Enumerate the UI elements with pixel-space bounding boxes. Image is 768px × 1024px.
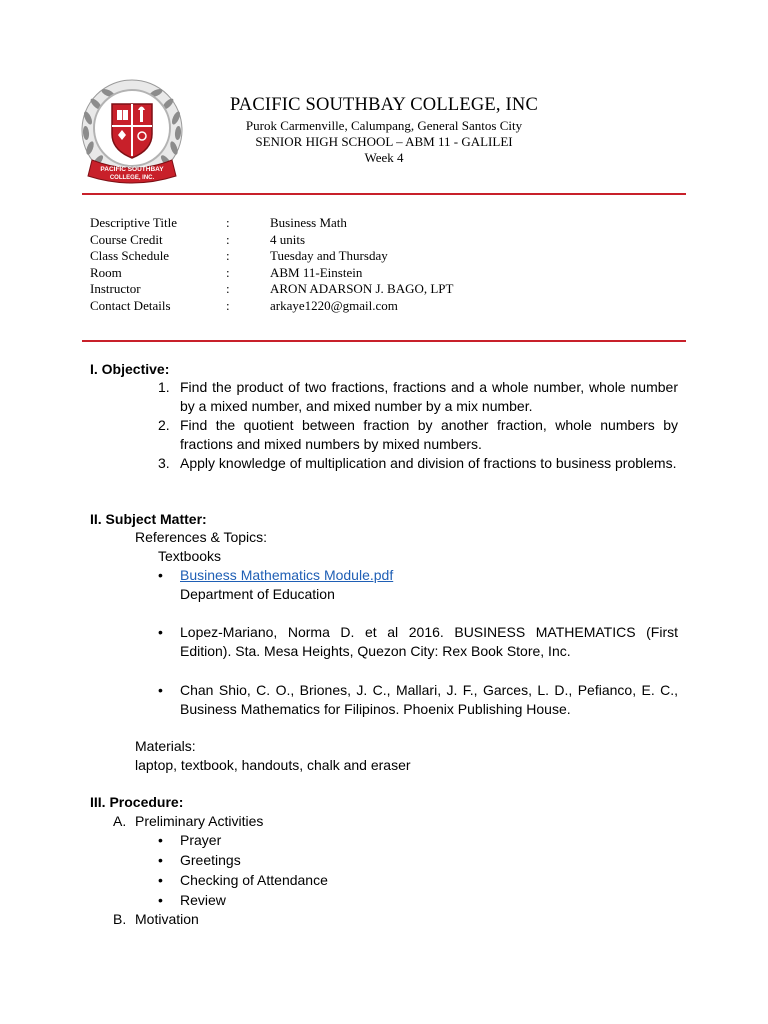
activity-item (158, 851, 678, 870)
step-letter: A. (113, 813, 127, 829)
info-label: Course Credit (90, 231, 163, 247)
activity-item (158, 891, 678, 910)
info-colon: : (226, 281, 230, 296)
week-label: Week 4 (364, 150, 404, 165)
textbooks-label: Textbooks (158, 548, 222, 564)
item-number: 2. (158, 417, 170, 433)
info-row-contact (90, 298, 650, 315)
procedure-step-b (113, 910, 199, 929)
info-colon: : (226, 215, 230, 230)
reference-entry (158, 681, 678, 719)
info-value: ABM 11-Einstein (270, 264, 363, 280)
info-colon: : (226, 297, 230, 313)
activity-item (158, 831, 678, 850)
info-row-schedule (90, 248, 650, 265)
step-letter: B. (113, 911, 127, 927)
info-colon: : (226, 231, 230, 247)
info-value: 4 units (270, 231, 306, 247)
activity-label: Checking of Attendance (180, 872, 328, 888)
item-number: 1. (158, 379, 170, 395)
reference-item (158, 681, 678, 719)
item-text: Find the quotient between fraction by another fraction, whole numbers by fractions and mixed numbers by mixed numbers. (180, 417, 678, 452)
info-colon: : (226, 264, 230, 280)
contact-email: arkaye1220@gmail.com (270, 297, 398, 313)
procedure-step-a (113, 812, 263, 831)
item-text: Find the product of two fractions, fractions and a whole number, whole number by a mixed number, and mixed number by a mix number. (180, 379, 678, 414)
course-info-table (90, 215, 650, 314)
reference-item (158, 566, 678, 604)
logo-text-line1: PACIFIC SOUTHBAY (100, 166, 164, 173)
module-pdf-link[interactable]: Business Mathematics Module.pdf (180, 567, 394, 583)
reference-item (158, 623, 678, 661)
info-label: Contact Details (90, 297, 171, 313)
college-address: Purok Carmenville, Calumpang, General Santos City (245, 118, 523, 133)
bullet-icon: • (158, 567, 163, 583)
reference-text: Lopez-Mariano, Norma D. et al 2016. BUSINESS MATHEMATICS (First Edition). Sta. Mesa Heights, Quezon City: Rex Book Store, Inc. (180, 624, 678, 659)
references-label: References & Topics: (135, 529, 268, 545)
info-label: Class Schedule (90, 248, 170, 263)
reference-text: Chan Shio, C. O., Briones, J. C., Mallari, J. F., Garces, L. D., Pefianco, E. C., Business Mathematics for Filipinos. Phoenix Publishing House. (180, 682, 678, 717)
bullet-icon: • (158, 832, 163, 848)
item-number: 3. (158, 455, 170, 471)
materials-label: Materials: (135, 738, 196, 754)
objective-item (90, 416, 678, 454)
college-seal-logo (78, 78, 186, 186)
materials-list: laptop, textbook, handouts, chalk and eraser (135, 757, 411, 773)
info-label: Instructor (90, 281, 141, 296)
info-row-room (90, 265, 650, 282)
info-row-title (90, 215, 650, 232)
bullet-icon: • (158, 624, 163, 640)
college-name: PACIFIC SOUTHBAY COLLEGE, INC (229, 95, 538, 115)
objective-item (90, 454, 678, 473)
info-value: ARON ADARSON J. BAGO, LPT (270, 281, 454, 296)
info-row-instructor (90, 281, 650, 298)
reference-source: Department of Education (180, 586, 335, 602)
header-divider (82, 193, 686, 195)
info-divider (82, 340, 686, 342)
logo-text-line2: COLLEGE, INC. (109, 175, 155, 181)
info-value: Business Math (270, 215, 347, 230)
objective-item (90, 378, 678, 416)
procedure-heading: III. Procedure: (90, 794, 184, 810)
bullet-icon: • (158, 892, 163, 908)
activity-label: Greetings (180, 852, 241, 868)
activity-label: Review (180, 892, 226, 908)
bullet-icon: • (158, 872, 163, 888)
objective-heading: I. Objective: (90, 361, 170, 377)
info-row-credit (90, 232, 650, 249)
reference-entry (158, 623, 678, 661)
item-text: Apply knowledge of multiplication and division of fractions to business problems. (180, 455, 677, 471)
info-label: Descriptive Title (90, 215, 178, 230)
step-label: Preliminary Activities (135, 813, 264, 829)
step-label: Motivation (135, 911, 199, 927)
program-line: SENIOR HIGH SCHOOL – ABM 11 - GALILEI (255, 134, 513, 149)
activity-label: Prayer (180, 832, 222, 848)
reference-entry (158, 566, 678, 604)
info-colon: : (226, 248, 230, 263)
activity-list (158, 831, 678, 910)
bullet-icon: • (158, 682, 163, 698)
objective-list (90, 378, 678, 473)
info-label: Room (90, 264, 122, 280)
info-value: Tuesday and Thursday (270, 248, 388, 263)
subject-matter-heading: II. Subject Matter: (90, 511, 207, 527)
document-header (0, 0, 768, 200)
activity-item (158, 871, 678, 890)
bullet-icon: • (158, 852, 163, 868)
